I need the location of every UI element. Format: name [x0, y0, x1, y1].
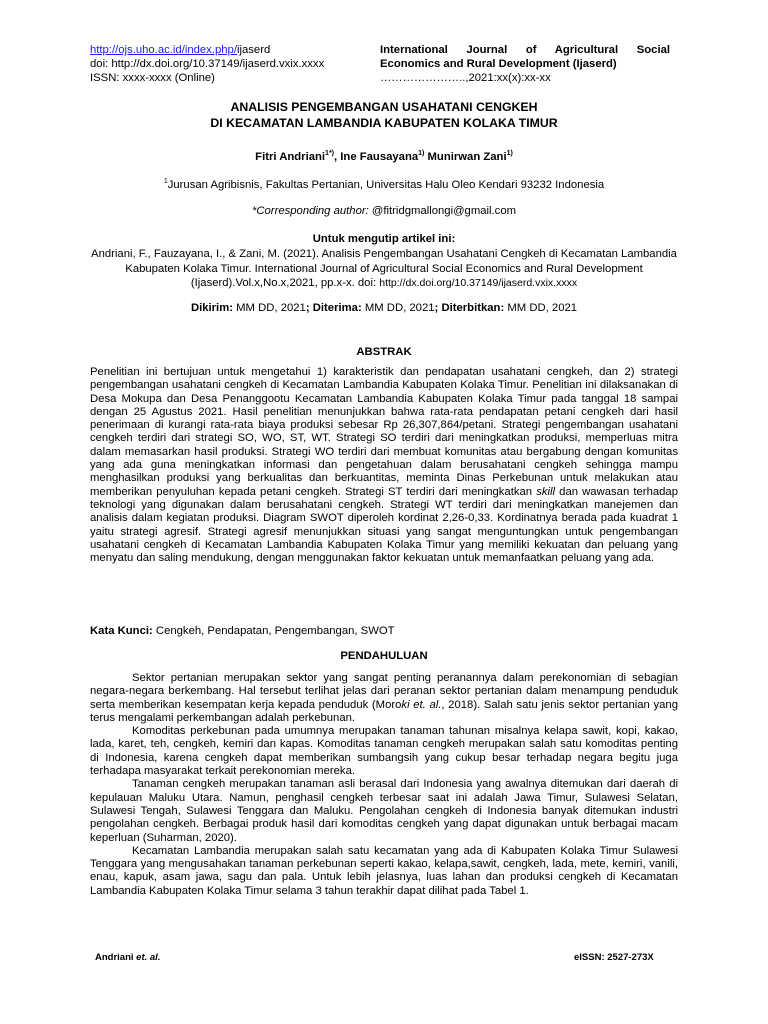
citation-text	[90, 247, 678, 291]
author-2-sup: 1)	[418, 150, 425, 157]
citation-doi: http://dx.doi.org/10.37149/ijaserd.vxix.xxxx	[379, 277, 578, 289]
keywords-label: Kata Kunci:	[90, 625, 153, 637]
citation-body: Andriani, F., Fauzayana, I., & Zani, M. (2021). Analisis Pengembangan Usahatani Cengkeh di Kecamatan Lambandia Kabupaten Kolaka Timur. International Journal of Agricultural Social Economics and Rural Development (Ijaserd).Vol.x,No.x,2021, pp.x-x. doi:	[91, 248, 677, 289]
article-title-line1: ANALISIS PENGEMBANGAN USAHATANI CENGKEH	[230, 100, 538, 114]
paragraph: Komoditas perkebunan pada umumnya merupakan tanaman tahunan misalnya kelapa sawit, kopi, kakao, lada, karet, teh, cengkeh, kemiri dan kapas. Komoditas tanaman cengkeh merupakan salah satu komoditas penting di Indonesia, karena cengkeh dapat memberikan sumbangsih yang cukup besar terhadap negara begitu juga terhadapa masyarakat terkait perekonomian mereka.	[90, 725, 678, 778]
author-1-sup: 1*)	[325, 150, 334, 157]
section-heading-introduction: PENDAHULUAN	[340, 650, 428, 662]
citation-heading: Untuk mengutip artikel ini:	[312, 233, 456, 245]
introduction-body	[90, 672, 678, 898]
journal-doi: doi: http://dx.doi.org/10.37149/ijaserd.vxix.xxxx	[90, 58, 325, 70]
author-list	[90, 150, 678, 163]
author-1: Fitri Andriani	[255, 150, 326, 163]
journal-url	[90, 43, 370, 57]
affiliation-sup: 1	[163, 178, 168, 185]
footer-author-name: Andriani	[95, 952, 137, 963]
journal-volume: …………………..,2021:xx(x):xx-xx	[380, 72, 551, 84]
footer-author	[95, 952, 160, 963]
journal-url-suffix: ijaserd	[236, 44, 271, 56]
journal-header-right	[380, 43, 670, 85]
published-label: Diterbitkan:	[441, 302, 505, 314]
accepted-label: Diterima:	[312, 302, 362, 314]
p1-before: Sektor pertanian merupakan sektor yang sangat penting peranannya dalam perekonomian di sebagian negara-negara berkembang. Hal tersebut terlihat jelas dari peranan sektor pertanian dalam menampung penduduk serta memberikan kesempatan kerja kepada penduduk (Moro	[90, 672, 678, 711]
footer-author-etal: et. al.	[136, 952, 161, 963]
journal-issn: ISSN: xxxx-xxxx (Online)	[90, 72, 215, 84]
paragraph: Kecamatan Lambandia merupakan salah satu kecamatan yang ada di Kabupaten Kolaka Timur Sulawesi Tenggara yang mengusahakan tanaman perkebunan seperti kakao, kelapa,sawit, cengkeh, lada, mete, kemiri, vanili, enau, kapuk, asam jawa, sagu dan pala. Untuk lebih jelasnya, luas lahan dan produksi cengkeh di Kecamatan Lambandia Kabupaten Kolaka Timur selama 3 tahun terakhir dapat dilihat pada Tabel 1.	[90, 844, 678, 897]
accepted-value: MM DD, 2021	[361, 302, 435, 314]
journal-name: International Journal of Agricultural Social Economics and Rural Development (Ijaserd)	[380, 44, 670, 70]
author-2: , Ine Fausayana	[334, 150, 419, 163]
p1-italic: ki et. al.	[401, 698, 442, 711]
published-value: MM DD, 2021	[504, 302, 578, 314]
abstract-part-1: Penelitian ini bertujuan untuk mengetahui 1) karakteristik dan pendapatan usahatani cengkeh, dan 2) strategi pengembangan usahatani cengkeh di Kecamatan Lambandia Kabupaten Kolaka Timur. Penelitian ini dilaksanakan di Desa Mokupa dan Desa Penanggootu Kecamatan Lambandia Kabupaten Kolaka Timur pada tanggal 18 sampai dengan 25 Agustus 2021. Hasil penelitian menunjukkan bahwa rata-rata pendapatan petani cengkeh dari hasil penerimaan di kurangi rata-rata biaya produksi sebesar Rp 26,307,864/petani. Strategi pengembangan usahatani cengkeh terdiri dari strategi SO, WO, ST, WT. Strategi SO terdiri dari meningkatkan produksi, memperluas mitra dalam memasarkan hasil produksi. Strategi WO terdiri dari membuat komunitas atau bergabung dengan komunitas yang ada guna meningkatkan informasi dan pengetahuan dalam berusahatani cengkeh sehingga mampu menghasilkan produksi yang berkualitas dan berkuantitas, meminta Dinas Perkebunan untuk melakukan atau memberikan penyuluhan kepada petani cengkeh. Strategi ST terdiri dari meningkatkan	[90, 366, 678, 498]
journal-url-link[interactable]: http://ojs.uho.ac.id/index.php/	[90, 44, 237, 56]
affiliation	[90, 178, 678, 191]
abstract-text	[90, 366, 678, 565]
p1-after: , 2018). Salah satu jenis sektor pertanian yang terus mengalami perkembangan adalah perkebunan.	[90, 698, 678, 724]
submission-dates	[90, 302, 678, 314]
affiliation-text: Jurusan Agribisnis, Fakultas Pertanian, Universitas Halu Oleo Kendari 93232 Indonesia	[167, 178, 605, 191]
paragraph: Tanaman cengkeh merupakan tanaman asli berasal dari Indonesia yang awalnya ditemukan dari daerah di kepulauan Maluku Utara. Namun, penghasil cengkeh terbesar saat ini adalah Jawa Timur, Sulawesi Selatan, Sulawesi Tengah, Sulawesi Tenggara dan Maluku. Pengolahan cengkeh di Indonesia banyak ditemukan industri pengolahan cengkeh. Berbagai produk hasil dari komoditas cengkeh yang dapat digunakan untuk berbagai macam keperluan (Suharman, 2020).	[90, 778, 678, 844]
article-title-line2: DI KECAMATAN LAMBANDIA KABUPATEN KOLAKA TIMUR	[210, 115, 558, 130]
footer-eissn: eISSN: 2527-273X	[574, 952, 654, 963]
paragraph	[90, 672, 678, 725]
corresponding-label: *Corresponding author:	[251, 205, 369, 217]
dates-sep-1: ;	[305, 302, 313, 314]
abstract-part-2: dan wawasan terhadap teknologi yang digunakan dalam berusahatani cengkeh. Strategi WT terdiri dari meningkatkan manejemen dan analisis dalam kegiatan produksi. Diagram SWOT diperoleh kordinat 2,26-0,33. Kordinatnya berada pada kuadrat 1 yaitu strategi agresif. Strategi agresif menunjukkan situasi yang sangat menguntungkan untuk pengembangan usahatani cengkeh di Kecamatan Lambandia Kabupaten Kolaka Timur yang memiliki kekuatan dan peluang yang menyatu dan saling mendukung, dengan menggunakan faktor kekuatan untuk memanfaatkan peluang yang ada.	[90, 485, 678, 565]
corresponding-email: @fitridgmallongi@gmail.com	[368, 205, 517, 217]
corresponding-author	[90, 205, 678, 217]
article-title	[90, 100, 678, 131]
keywords-text: Cengkeh, Pendapatan, Pengembangan, SWOT	[152, 625, 395, 637]
journal-header-left	[90, 43, 370, 85]
abstract-heading: ABSTRAK	[356, 346, 412, 358]
keywords	[90, 625, 678, 637]
dates-sep-2: ;	[434, 302, 442, 314]
author-3: Munirwan Zani	[424, 150, 507, 163]
sent-label: Dikirim:	[190, 302, 233, 314]
sent-value: MM DD, 2021	[233, 302, 306, 314]
author-3-sup: 1)	[506, 150, 513, 157]
abstract-skill: skill	[536, 485, 556, 498]
